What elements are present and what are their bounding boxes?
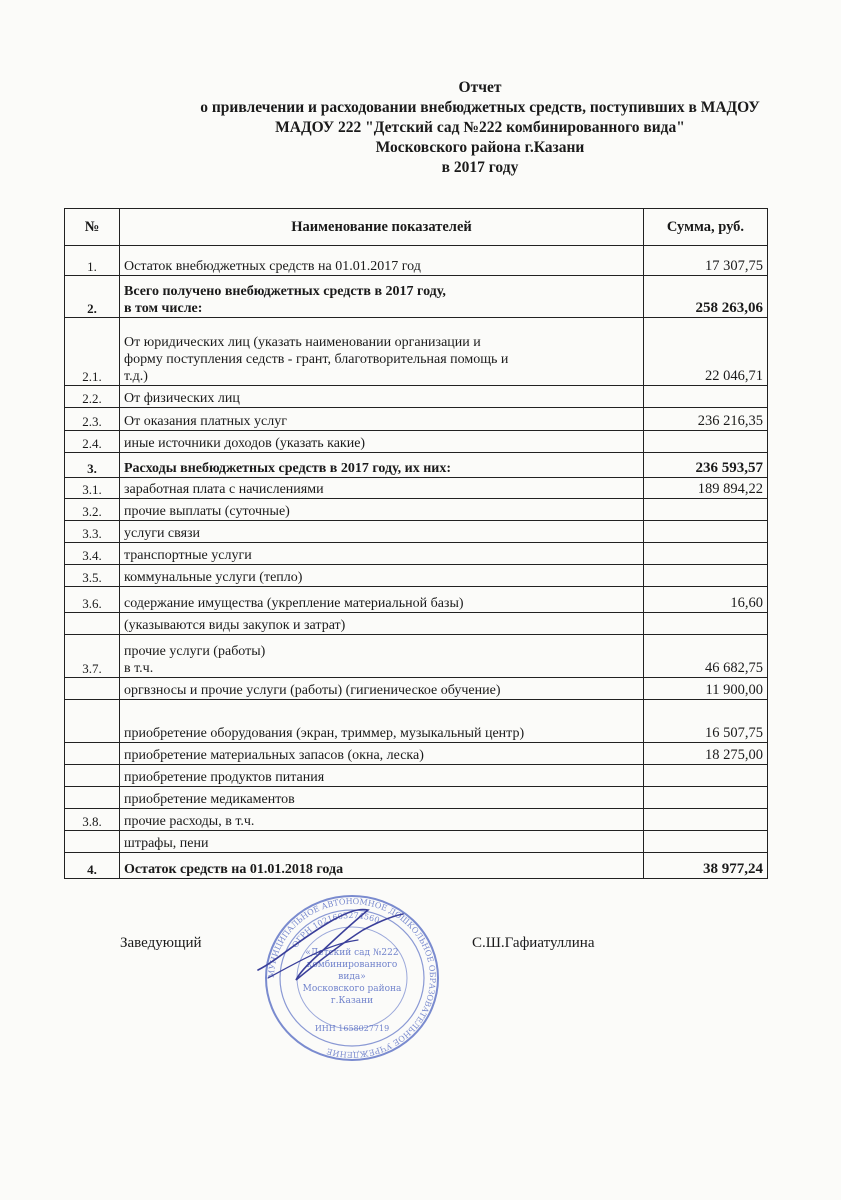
- row-name: приобретение оборудования (экран, триммер, музыкальный центр): [120, 700, 644, 743]
- row-name: Остаток средств на 01.01.2018 года: [120, 853, 644, 879]
- row-name: приобретение продуктов питания: [120, 765, 644, 787]
- row-num: 3.5.: [65, 565, 120, 587]
- stamp-ogrn-text: ОГРН 1021603274560: [290, 910, 381, 950]
- row-name: услуги связи: [120, 521, 644, 543]
- row-name: приобретение материальных запасов (окна, леска): [120, 743, 644, 765]
- row-name: (указываются виды закупок и затрат): [120, 613, 644, 635]
- row-name-line: Всего получено внебюджетных средств в 2017 году,: [124, 284, 446, 299]
- title-line-5: в 2017 году: [441, 159, 519, 176]
- row-sum: [644, 543, 768, 565]
- row-name: штрафы, пени: [120, 831, 644, 853]
- row-sum: [644, 565, 768, 587]
- row-sum: 258 263,06: [644, 276, 768, 318]
- row-sum: [644, 521, 768, 543]
- table-row: [65, 743, 768, 765]
- row-sum: 189 894,22: [644, 478, 768, 499]
- title-line-3: МАДОУ 222 "Детский сад №222 комбинированного вида": [275, 119, 685, 136]
- title-line-2: о привлечении и расходовании внебюджетных средств, поступивших в МАДОУ: [200, 99, 760, 116]
- row-sum: 17 307,75: [644, 246, 768, 276]
- row-num: 4.: [65, 853, 120, 879]
- row-sum: 11 900,00: [644, 678, 768, 700]
- row-num: 3.4.: [65, 543, 120, 565]
- signature-person: С.Ш.Гафиатуллина: [472, 935, 595, 951]
- row-num: 3.2.: [65, 499, 120, 521]
- row-sum: [644, 831, 768, 853]
- signature-position: Заведующий: [120, 935, 202, 951]
- report-title: [90, 78, 841, 178]
- row-num: [65, 765, 120, 787]
- table-row: [65, 678, 768, 700]
- row-num: 3.8.: [65, 809, 120, 831]
- table-row: [65, 521, 768, 543]
- table-row: [65, 853, 768, 879]
- table-row: [65, 408, 768, 431]
- table-row: [65, 700, 768, 743]
- table-row: [65, 587, 768, 613]
- row-num: 2.2.: [65, 386, 120, 408]
- row-sum: 46 682,75: [644, 635, 768, 678]
- stamp-center-line: Московского района: [302, 984, 402, 994]
- row-name: заработная плата с начислениями: [120, 478, 644, 499]
- table-row: [65, 565, 768, 587]
- row-name-line: форму поступления седств - грант, благотворительная помощь и: [124, 352, 509, 367]
- row-name: прочие выплаты (суточные): [120, 499, 644, 521]
- stamp-center-line: вида»: [338, 972, 366, 982]
- row-num: 2.1.: [65, 318, 120, 386]
- stamp-inn-line: ИНН 1658027719: [314, 1024, 390, 1033]
- report-table: [64, 208, 768, 879]
- row-num: [65, 787, 120, 809]
- row-sum: 38 977,24: [644, 853, 768, 879]
- row-num: 2.3.: [65, 408, 120, 431]
- row-name-line: в т.ч.: [124, 661, 154, 676]
- row-name: Расходы внебюджетных средств в 2017 году, их них:: [120, 453, 644, 478]
- row-name: [120, 276, 644, 318]
- header-num: №: [65, 209, 120, 246]
- table-row: [65, 386, 768, 408]
- row-name: [120, 635, 644, 678]
- row-name-line: прочие услуги (работы): [124, 644, 266, 659]
- row-num: 3.1.: [65, 478, 120, 499]
- table-row: [65, 831, 768, 853]
- stamp-center-line: г.Казани: [330, 996, 374, 1006]
- row-sum: [644, 499, 768, 521]
- row-num: [65, 743, 120, 765]
- row-sum: [644, 765, 768, 787]
- row-num: [65, 678, 120, 700]
- row-sum: 16 507,75: [644, 700, 768, 743]
- row-sum: 22 046,71: [644, 318, 768, 386]
- row-name: приобретение медикаментов: [120, 787, 644, 809]
- row-name: прочие расходы, в т.ч.: [120, 809, 644, 831]
- table-row: [65, 318, 768, 386]
- row-sum: [644, 787, 768, 809]
- row-sum: 236 593,57: [644, 453, 768, 478]
- row-sum: [644, 809, 768, 831]
- row-name: иные источники доходов (указать какие): [120, 431, 644, 453]
- table-row: [65, 765, 768, 787]
- row-name: Остаток внебюджетных средств на 01.01.2017 год: [120, 246, 644, 276]
- stamp-outer-text: МУНИЦИПАЛЬНОЕ АВТОНОМНОЕ ДОШКОЛЬНОЕ ОБРАЗОВАТЕЛЬНОЕ УЧРЕЖДЕНИЕ: [266, 896, 438, 1060]
- row-sum: [644, 613, 768, 635]
- row-name-line: в том числе:: [124, 301, 203, 316]
- table-row: [65, 246, 768, 276]
- table-row: [65, 478, 768, 499]
- row-name: содержание имущества (укрепление материальной базы): [120, 587, 644, 613]
- row-num: 3.3.: [65, 521, 120, 543]
- row-num: 3.6.: [65, 587, 120, 613]
- row-num: [65, 700, 120, 743]
- row-sum: [644, 431, 768, 453]
- row-sum: 16,60: [644, 587, 768, 613]
- row-num: 2.4.: [65, 431, 120, 453]
- row-num: 3.: [65, 453, 120, 478]
- row-num: [65, 613, 120, 635]
- table-row: [65, 613, 768, 635]
- row-name: коммунальные услуги (тепло): [120, 565, 644, 587]
- table-row: [65, 787, 768, 809]
- table-row: [65, 276, 768, 318]
- row-name-line: От юридических лиц (указать наименовании организации и: [124, 335, 481, 350]
- title-line-4: Московского района г.Казани: [375, 139, 585, 156]
- row-name: [120, 318, 644, 386]
- row-sum: 236 216,35: [644, 408, 768, 431]
- row-name: От физических лиц: [120, 386, 644, 408]
- row-num: 2.: [65, 276, 120, 318]
- row-num: [65, 831, 120, 853]
- row-name: От оказания платных услуг: [120, 408, 644, 431]
- stamp-center-line: «Детский сад №222: [305, 948, 399, 958]
- row-num: 3.7.: [65, 635, 120, 678]
- row-name: транспортные услуги: [120, 543, 644, 565]
- table-row: [65, 453, 768, 478]
- row-name-line: т.д.): [124, 369, 148, 384]
- header-sum: Сумма, руб.: [644, 209, 768, 246]
- row-name: оргвзносы и прочие услуги (работы) (гигиеническое обучение): [120, 678, 644, 700]
- row-num: 1.: [65, 246, 120, 276]
- title-line-1: Отчет: [458, 79, 502, 96]
- stamp-center-line: комбинированного: [306, 960, 398, 970]
- table-row: [65, 543, 768, 565]
- handwritten-signature: [238, 900, 408, 990]
- row-sum: [644, 386, 768, 408]
- table-row: [65, 635, 768, 678]
- table-row: [65, 499, 768, 521]
- row-sum: 18 275,00: [644, 743, 768, 765]
- table-row: [65, 809, 768, 831]
- table-header-row: [65, 209, 768, 246]
- table-row: [65, 431, 768, 453]
- header-name: Наименование показателей: [120, 209, 644, 246]
